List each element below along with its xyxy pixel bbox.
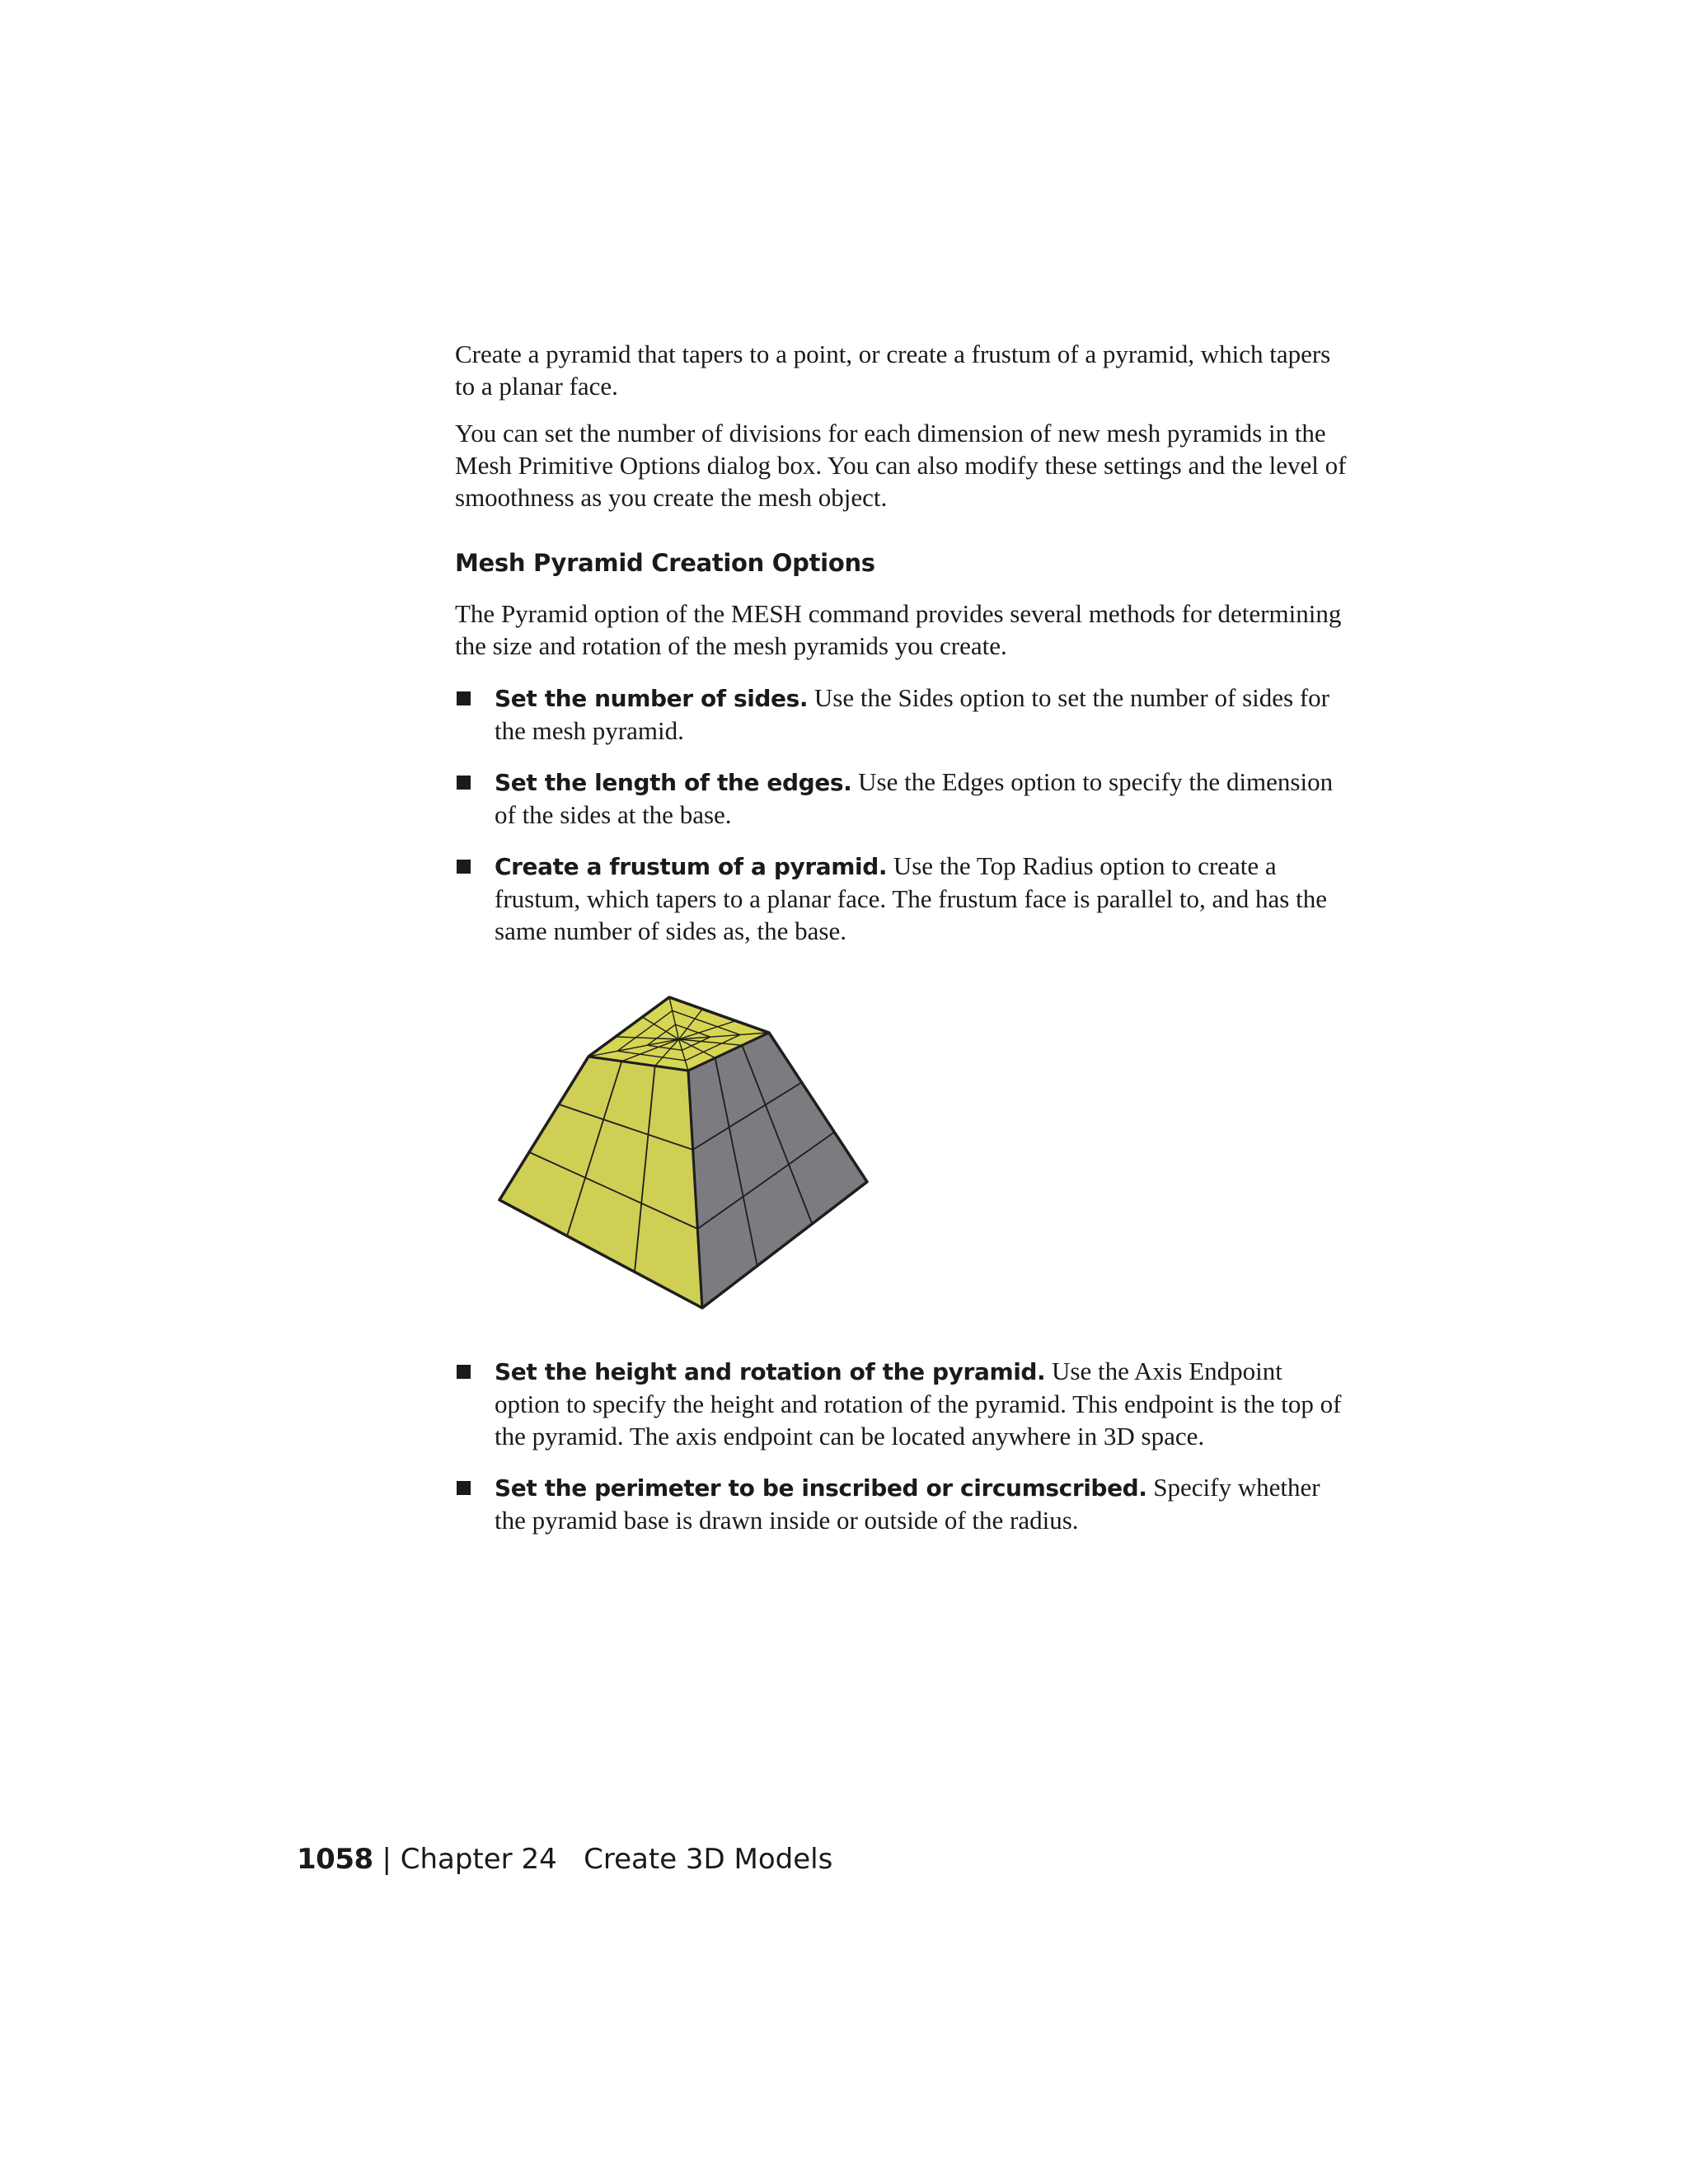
section-heading: Mesh Pyramid Creation Options — [455, 549, 875, 577]
intro-paragraph: Create a pyramid that tapers to a point, or create a frustum of a pyramid, which tapers to a planar face. — [455, 340, 1331, 401]
list-item — [455, 1471, 1349, 1536]
bullet-term: Set the length of the edges. — [495, 769, 852, 796]
bullet-term: Set the perimeter to be inscribed or circumscribed. — [495, 1474, 1147, 1502]
settings-paragraph: You can set the number of divisions for each dimension of new mesh pyramids in the Mesh Primitive Options dialog box. You can also modify these settings and the level of smoothness as you create the mesh object. — [455, 419, 1347, 512]
mesh-pyramid-figure — [496, 966, 875, 1320]
bullet-text: Use the Edges option to specify the dimension of the sides at the base. — [495, 767, 1334, 829]
chapter-title: Chapter 24 Create 3D Models — [400, 1843, 833, 1876]
bullet-term: Set the number of sides. — [495, 685, 809, 712]
bullet-text: Use the Axis Endpoint option to specify the height and rotation of the pyramid. This endpoint is the top of the pyramid. The axis endpoint can be located anywhere in 3D space. — [495, 1357, 1342, 1451]
bullet-text: Use the Sides option to set the number of sides for the mesh pyramid. — [495, 683, 1329, 745]
bullet-square-icon — [457, 691, 471, 705]
bullet-text: Specify whether the pyramid base is drawn inside or outside of the radius. — [495, 1473, 1320, 1535]
pyramid-right-face — [688, 1033, 867, 1308]
list-item — [455, 766, 1349, 831]
list-item — [455, 682, 1349, 747]
bullet-square-icon — [457, 860, 471, 874]
lead-paragraph: The Pyramid option of the MESH command provides several methods for determining the size and rotation of the mesh pyramids you create. — [455, 599, 1342, 660]
bullet-square-icon — [457, 776, 471, 790]
bullet-term: Create a frustum of a pyramid. — [495, 853, 888, 880]
pyramid-left-face — [499, 1057, 702, 1308]
page-number: 1058 — [297, 1843, 373, 1876]
bullet-term: Set the height and rotation of the pyramid. — [495, 1358, 1046, 1385]
list-item — [455, 1355, 1349, 1452]
bullet-text: Use the Top Radius option to create a frustum, which tapers to a planar face. The frustum face is parallel to, and has the same number of sides as, the base. — [495, 851, 1327, 945]
options-list-continued — [455, 1355, 1349, 1536]
bullet-square-icon — [457, 1481, 471, 1495]
mesh-pyramid-illustration — [496, 966, 875, 1320]
footer-separator: | — [373, 1843, 401, 1876]
page-footer — [297, 1841, 832, 1877]
options-list — [455, 682, 1349, 947]
document-body — [455, 338, 1349, 1555]
list-item — [455, 850, 1349, 947]
bullet-square-icon — [457, 1365, 471, 1379]
